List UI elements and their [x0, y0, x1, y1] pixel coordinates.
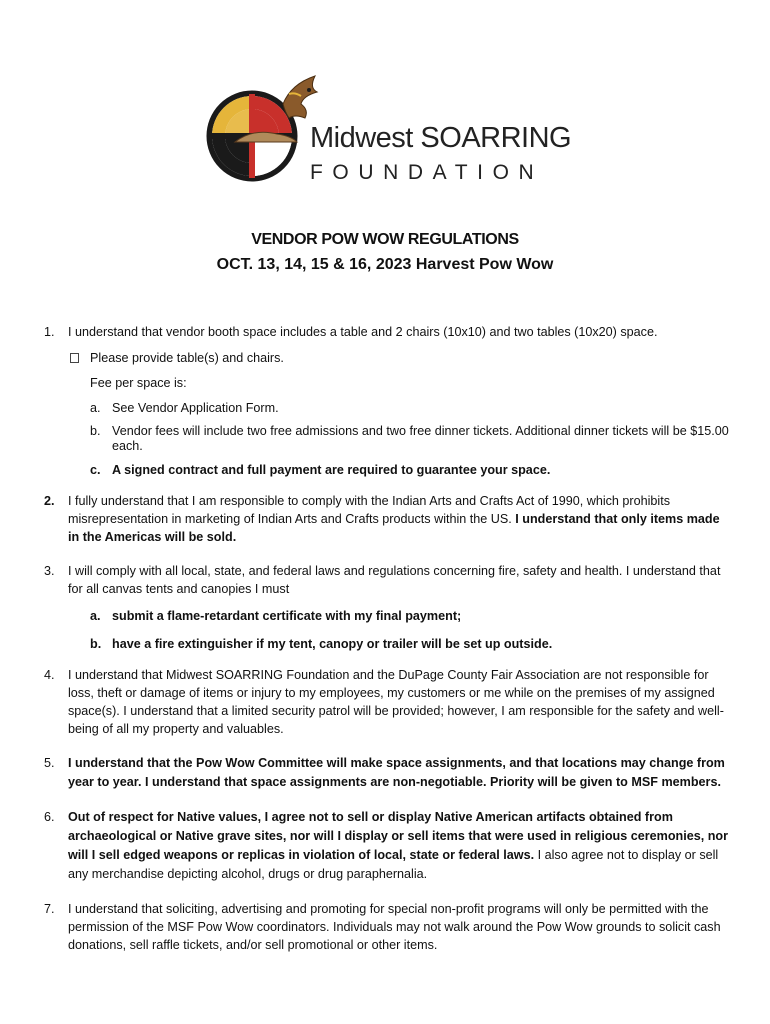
list-item	[44, 562, 734, 653]
item-number: 5.	[44, 756, 55, 770]
sub-item	[90, 424, 734, 454]
item-number: 7.	[44, 902, 55, 916]
item-number: 1.	[44, 325, 55, 339]
item-number: 6.	[44, 810, 55, 824]
item-text: I fully understand that I am responsible to comply with the Indian Arts and Crafts Act of 1990, which prohibits misrepresentation in marketing of Indian Arts and Crafts products within the US.	[68, 494, 671, 526]
sub-text: See Vendor Application Form.	[112, 401, 279, 415]
sub-text: submit a flame-retardant certificate with my final payment;	[112, 609, 462, 623]
list-item	[44, 666, 734, 738]
list-item	[44, 808, 734, 884]
sub-letter: b.	[90, 637, 102, 651]
sub-item	[90, 461, 734, 479]
regulations-list	[44, 323, 734, 967]
item-bold-text: I understand that only items made in the Americas will be sold.	[68, 512, 720, 544]
sub-letter: a.	[90, 609, 101, 623]
item-bold-text: Out of respect for Native values, I agree not to sell or display Native American artifacts obtained from archaeological or Native grave sites, nor will I display or sell items that were used in religious ceremonies, nor will I sell edged weapons or replicas in violation of local, state or federal laws.	[68, 810, 728, 862]
document-title: VENDOR POW WOW REGULATIONS	[251, 231, 519, 248]
list-item	[44, 492, 734, 546]
sub-text: have a fire extinguisher if my tent, canopy or trailer will be set up outside.	[112, 637, 553, 651]
sub-letter: b.	[90, 424, 101, 438]
sub-text: A signed contract and full payment are required to guarantee your space.	[112, 463, 551, 477]
item-text: I will comply with all local, state, and federal laws and regulations concerning fire, safety and health. I understand that for all canvas tents and canopies I must	[68, 564, 721, 596]
item-text: I understand that vendor booth space includes a table and 2 chairs (10x10) and two tables (10x20) space.	[68, 325, 658, 339]
item-text: I understand that soliciting, advertising and promoting for special non-profit programs will only be permitted with the permission of the MSF Pow Wow coordinators. Individuals may not walk around the Pow Wow grounds to solicit cash donations, sell raffle tickets, and/or sell promotional or other items.	[68, 902, 721, 952]
list-item	[44, 323, 734, 479]
item-text: I understand that Midwest SOARRING Foundation and the DuPage County Fair Association are not responsible for loss, theft or damage of items or injury to my employees, my customers or me while on the premises of my assigned space(s). I understand that a limited security patrol will be provided; however, I am responsible for the safety and well- being of all my property and valuables.	[68, 668, 724, 736]
sub-letter: a.	[90, 401, 101, 415]
sub-text: Vendor fees will include two free admissions and two free dinner tickets. Additional dinner tickets will be $15.00 each.	[112, 424, 729, 453]
logo-subtitle: FOUNDATION	[310, 161, 544, 184]
checkbox-line	[68, 349, 734, 367]
fee-label: Fee per space is:	[90, 376, 187, 390]
logo-name: Midwest SOARRING	[310, 122, 572, 154]
item-number: 3.	[44, 564, 55, 578]
list-item	[44, 900, 734, 954]
list-item	[44, 754, 734, 792]
item-number: 2.	[44, 494, 55, 508]
sub-item	[90, 607, 734, 625]
checkbox-icon[interactable]	[70, 353, 79, 363]
foundation-logo	[205, 74, 575, 194]
item-text: I also agree not to display or sell any merchandise depicting alcohol, drugs or drug paraphernalia.	[68, 848, 719, 881]
item-bold-text: I understand that the Pow Wow Committee will make space assignments, and that locations may change from year to year. I understand that space assignments are non-negotiable. Priority will be given to MSF members.	[68, 756, 725, 789]
item-number: 4.	[44, 668, 55, 682]
document-subtitle: OCT. 13, 14, 15 & 16, 2023 Harvest Pow Wow	[216, 256, 554, 273]
sub-item	[90, 399, 734, 417]
sub-item	[90, 635, 734, 653]
sub-letter: c.	[90, 463, 101, 477]
checkbox-label: Please provide table(s) and chairs.	[90, 351, 284, 365]
